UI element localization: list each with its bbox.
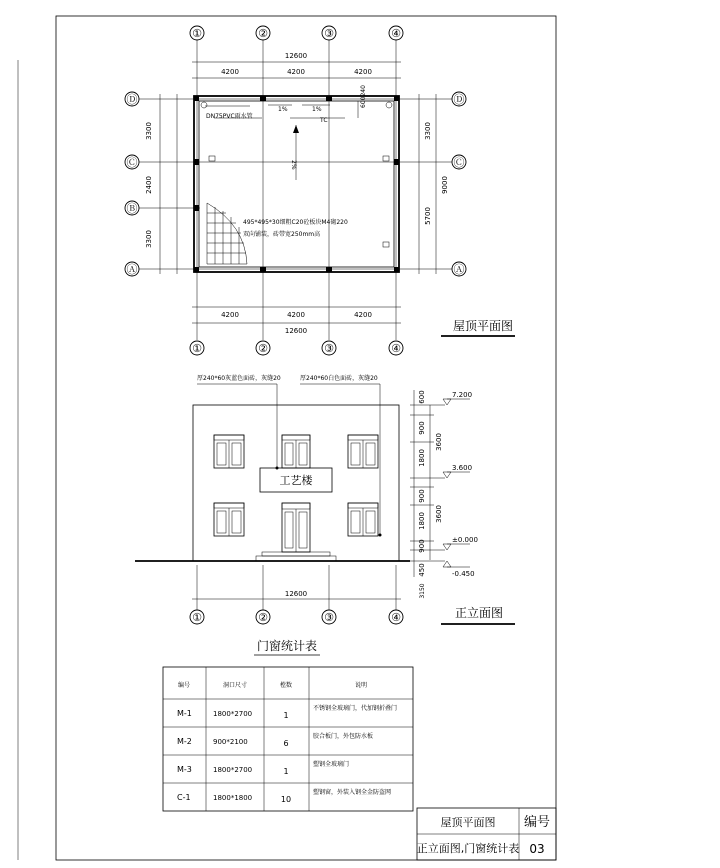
- level-ground-floor: ±0.000: [452, 536, 478, 544]
- entrance-step-upper: [262, 552, 330, 556]
- elev-dim-6: 900: [418, 539, 426, 553]
- axis-left-C: [125, 155, 139, 169]
- svg-text:②: ②: [258, 611, 268, 624]
- window-c1-lower-left: [214, 503, 244, 536]
- table-row: [177, 760, 349, 776]
- svg-text:胶合板门，外包防水板: 胶合板门，外包防水板: [313, 733, 374, 740]
- svg-text:6: 6: [283, 739, 289, 748]
- window-c1-lower-right: [348, 503, 378, 536]
- roof-outline: [194, 96, 399, 272]
- axis-bottom-4: [389, 341, 403, 355]
- svg-text:④: ④: [391, 611, 401, 624]
- elev-dim-7: 450: [418, 563, 426, 577]
- tc-note: TC: [320, 117, 328, 124]
- axis-left-D: [125, 92, 139, 106]
- dim-bottom-bay-3: 4200: [354, 311, 372, 319]
- elev-dim-5: 1800: [418, 512, 426, 530]
- axis-top-1: [190, 26, 204, 40]
- level-floor-2: 3.600: [452, 464, 473, 472]
- door-window-table: [163, 638, 413, 811]
- axis-left-B: [125, 201, 139, 215]
- svg-text:③: ③: [324, 611, 334, 624]
- note-right: 厚240*60白色面砖，灰缝20: [300, 375, 378, 382]
- title-number-value: 03: [529, 842, 545, 856]
- parapet-inner: [199, 101, 394, 267]
- dim-bottom-bay-2: 4200: [287, 311, 305, 319]
- elev-dim-total: 12600: [284, 590, 308, 598]
- dim-top-bay-1: 4200: [221, 68, 239, 76]
- gutter-dim: 600240: [360, 85, 367, 108]
- svg-text:1: 1: [283, 711, 289, 720]
- dim-left-1: 3300: [145, 122, 153, 140]
- svg-text:M-2: M-2: [177, 737, 192, 746]
- elev-foundation-dim: 3150: [419, 583, 426, 599]
- elev-dim-2: 900: [418, 421, 426, 435]
- dim-right-2: 5700: [424, 207, 432, 225]
- svg-text:Ⓐ: Ⓐ: [126, 263, 138, 276]
- svg-text:Ⓑ: Ⓑ: [126, 202, 138, 215]
- title-drawing-name-1: 屋顶平面图: [440, 816, 496, 829]
- axis-top-2: [256, 26, 270, 40]
- roof-drain-right: [386, 102, 392, 108]
- axis-bottom-1: [190, 341, 204, 355]
- svg-text:C-1: C-1: [177, 793, 191, 802]
- svg-text:1800*2700: 1800*2700: [213, 766, 253, 774]
- elev-axis-4: [389, 610, 403, 624]
- svg-text:①: ①: [192, 342, 202, 355]
- dim-top-bay-2: 4200: [287, 68, 305, 76]
- roof-plan: [125, 26, 515, 355]
- window-c1-upper-right: [348, 435, 378, 468]
- axis-left-A: [125, 262, 139, 276]
- elevation-caption: 正立面图: [455, 606, 504, 620]
- svg-text:Ⓒ: Ⓒ: [453, 156, 465, 169]
- level-roof: 7.200: [452, 391, 473, 399]
- elev-axis-1: [190, 610, 204, 624]
- tile-note-2: 双向铺装，砖带宽250mm高: [243, 231, 321, 238]
- table-row: [177, 732, 373, 748]
- svg-text:③: ③: [324, 342, 334, 355]
- dim-right-1: 3300: [424, 122, 432, 140]
- drain-note: DN75PVC雨水管: [206, 113, 253, 120]
- svg-text:Ⓐ: Ⓐ: [453, 263, 465, 276]
- roof-tile-pattern: [207, 203, 247, 264]
- title-number-label: 编号: [523, 815, 551, 830]
- th-code: 编号: [177, 682, 191, 689]
- tile-note: 495*495*30细粗C20砼板块M4砌220: [243, 219, 348, 226]
- svg-text:①: ①: [192, 27, 202, 40]
- table-title: 门窗统计表: [256, 639, 318, 653]
- elev-dim-1: 600: [418, 390, 426, 404]
- axis-bottom-3: [322, 341, 336, 355]
- svg-text:900*2100: 900*2100: [213, 738, 248, 746]
- roof-drain-left: [201, 102, 207, 108]
- title-drawing-name-2: 正立面图,门窗统计表: [416, 842, 520, 855]
- roof-plan-caption: 屋顶平面图: [453, 319, 514, 333]
- svg-text:Ⓓ: Ⓓ: [126, 93, 138, 106]
- slope-label-2: 1%: [312, 106, 322, 113]
- title-block: [417, 808, 556, 860]
- dim-top-total: 12600: [284, 52, 308, 60]
- level-outdoor: -0.450: [452, 570, 475, 578]
- axis-right-A: [452, 262, 466, 276]
- dim-top-bay-3: 4200: [354, 68, 372, 76]
- elev-dim-4: 900: [418, 489, 426, 503]
- elev-axis-3: [322, 610, 336, 624]
- window-upper-center: [282, 435, 310, 468]
- dim-bottom-bay-1: 4200: [221, 311, 239, 319]
- svg-text:塑钢全玻璃门: 塑钢全玻璃门: [313, 761, 350, 768]
- table-row: [177, 788, 391, 804]
- dim-left-2: 2400: [145, 176, 153, 194]
- axis-top-4: [389, 26, 403, 40]
- slope-label-main: 2%: [290, 160, 297, 170]
- window-c1-upper-left: [214, 435, 244, 468]
- slope-label-1: 1%: [278, 106, 288, 113]
- elev-floor-dim-1: 3600: [435, 433, 443, 451]
- axis-top-3: [322, 26, 336, 40]
- front-elevation: [135, 374, 515, 624]
- svg-text:10: 10: [280, 795, 292, 804]
- svg-text:1800*2700: 1800*2700: [213, 710, 253, 718]
- svg-text:Ⓓ: Ⓓ: [453, 93, 465, 106]
- svg-text:M-1: M-1: [177, 709, 192, 718]
- elev-floor-dim-2: 3600: [435, 505, 443, 523]
- svg-text:①: ①: [192, 611, 202, 624]
- th-count: 樘数: [279, 682, 293, 689]
- table-row: [177, 704, 397, 720]
- door-m1-entrance: [282, 503, 310, 552]
- svg-text:②: ②: [258, 342, 268, 355]
- svg-text:③: ③: [324, 27, 334, 40]
- dim-right-total: 9000: [441, 176, 449, 194]
- note-left: 厚240*60灰蓝色面砖，灰缝20: [197, 375, 281, 382]
- svg-text:不锈钢全玻璃门，代加钢折叠门: 不锈钢全玻璃门，代加钢折叠门: [313, 705, 398, 712]
- svg-text:1: 1: [283, 767, 289, 776]
- sheet-border: [56, 16, 556, 860]
- dim-bottom-total: 12600: [284, 327, 308, 335]
- svg-text:④: ④: [391, 342, 401, 355]
- dim-left-3: 3300: [145, 230, 153, 248]
- th-size: 洞口尺寸: [222, 682, 248, 689]
- axis-bottom-2: [256, 341, 270, 355]
- elev-axis-2: [256, 610, 270, 624]
- svg-text:1800*1800: 1800*1800: [213, 794, 253, 802]
- th-desc: 说明: [354, 682, 368, 689]
- sign-text: 工艺楼: [279, 474, 313, 487]
- svg-text:Ⓒ: Ⓒ: [126, 156, 138, 169]
- svg-text:M-3: M-3: [177, 765, 192, 774]
- svg-text:④: ④: [391, 27, 401, 40]
- svg-text:②: ②: [258, 27, 268, 40]
- elev-dim-3: 1800: [418, 449, 426, 467]
- svg-text:塑钢窗，外装入钢全金防盗网: 塑钢窗，外装入钢全金防盗网: [313, 789, 392, 796]
- axis-right-C: [452, 155, 466, 169]
- axis-right-D: [452, 92, 466, 106]
